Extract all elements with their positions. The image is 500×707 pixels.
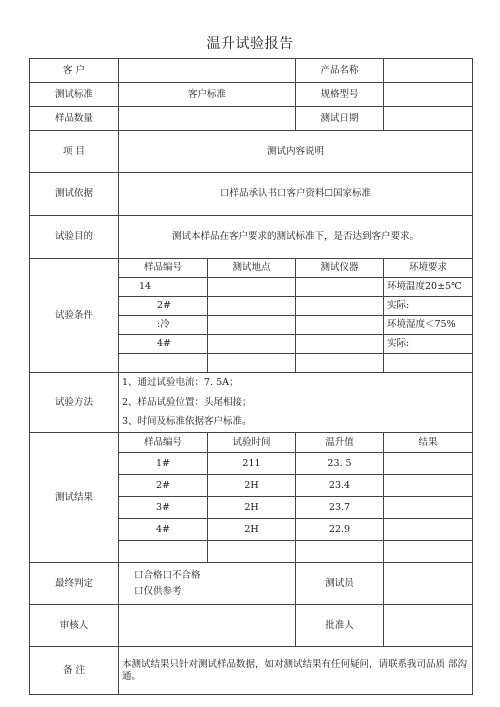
results-sample-cell[interactable]: 4# [119,519,208,541]
conditions-instrument-cell[interactable] [296,335,384,354]
conditions-sample-cell[interactable]: 4# [119,335,208,354]
results-result-cell[interactable] [384,541,473,563]
judgment-row [30,563,473,605]
conditions-environment-cell[interactable]: 实际: [384,297,473,316]
results-header-row [30,433,473,453]
basis-row [30,173,473,216]
results-value-cell[interactable]: 23.7 [296,497,384,519]
conditions-environment-cell[interactable]: 环境温度20±5℃ [384,278,473,297]
approver-field[interactable] [384,605,473,647]
test-standard-field[interactable]: 客户标准 [119,83,296,107]
pass-fail-checkboxes[interactable]: 口合格口不合格 [134,569,201,581]
model-label: 规格型号 [296,83,384,107]
test-purpose-text: 测试本样品在客户要求的测试标准下，是否达到客户要求。 [119,216,473,259]
results-sample-cell[interactable] [119,541,208,563]
conditions-environment-cell[interactable]: 环境湿度＜75% [384,316,473,335]
results-result-cell[interactable] [384,519,473,541]
results-header-temp-rise: 温升值 [296,433,384,453]
results-header-result: 结果 [384,433,473,453]
conditions-location-cell[interactable] [208,354,296,373]
test-purpose-label: 试验目的 [30,216,119,259]
conditions-sample-cell[interactable]: 2# [119,297,208,316]
results-value-cell[interactable] [296,541,384,563]
results-result-cell[interactable] [384,475,473,497]
results-value-cell[interactable]: 23. 5 [296,453,384,475]
results-header-sample: 样品编号 [119,433,208,453]
conditions-header-environment: 环境要求 [384,259,473,278]
conditions-location-cell[interactable] [208,297,296,316]
reference-only-checkbox[interactable]: 口仅供参考 [134,585,182,597]
method-line: 2、样品试验位置：头尾相接； [119,393,473,413]
conditions-location-cell[interactable] [208,278,296,297]
results-sample-cell[interactable]: 3# [119,497,208,519]
conditions-sample-cell[interactable] [119,354,208,373]
test-results-label: 测试结果 [30,433,119,563]
test-basis-label: 测试依据 [30,173,119,216]
results-sample-cell[interactable]: 2# [119,475,208,497]
method-line: 3、时间及标准依据客户标准。 [119,413,473,433]
test-method-label: 试验方法 [30,373,119,433]
method-row [30,373,473,393]
product-name-field[interactable] [384,59,473,83]
conditions-environment-cell[interactable] [384,354,473,373]
review-row [30,605,473,647]
results-time-cell[interactable] [208,541,296,563]
results-value-cell[interactable]: 23.4 [296,475,384,497]
results-result-cell[interactable] [384,497,473,519]
sample-quantity-field[interactable] [119,107,296,131]
report-title: 温升试验报告 [206,36,294,52]
conditions-header-location: 测试地点 [208,259,296,278]
test-date-field[interactable] [384,107,473,131]
item-row [30,131,473,173]
product-name-label: 产品名称 [296,59,384,83]
reviewer-field[interactable] [119,605,296,647]
customer-row [30,59,473,83]
conditions-instrument-cell[interactable] [296,354,384,373]
results-result-cell[interactable] [384,453,473,475]
reviewer-label: 审核人 [30,605,119,647]
tester-label: 测试员 [296,563,384,605]
customer-label: 客 户 [30,59,119,83]
report-table [29,58,473,695]
results-time-cell[interactable]: 2H [208,519,296,541]
conditions-header-row [30,259,473,278]
conditions-environment-cell[interactable]: 实际: [384,335,473,354]
conditions-location-cell[interactable] [208,335,296,354]
results-time-cell[interactable]: 2H [208,497,296,519]
remark-text: 本测试结果只针对测试样品数据，如对测试结果有任何疑问，请联系我司品质 部沟通。 [119,647,473,695]
conditions-instrument-cell[interactable] [296,316,384,335]
conditions-sample-cell[interactable]: 14 [119,278,208,297]
approver-label: 批准人 [296,605,384,647]
conditions-instrument-cell[interactable] [296,297,384,316]
judgment-options [119,563,296,605]
standard-row [30,83,473,107]
remark-row [30,647,473,695]
conditions-header-instrument: 测试仪器 [296,259,384,278]
results-sample-cell[interactable]: 1# [119,453,208,475]
quantity-row [30,107,473,131]
remark-label: 备 注 [30,647,119,695]
customer-field[interactable] [119,59,296,83]
conditions-header-sample: 样品编号 [119,259,208,278]
results-value-cell[interactable]: 22.9 [296,519,384,541]
test-basis-options[interactable]: 口样品承认书口客户资料☐国家标准 [119,173,473,216]
final-judgment-label: 最终判定 [30,563,119,605]
model-field[interactable] [384,83,473,107]
item-label: 项 目 [30,131,119,173]
conditions-sample-cell[interactable]: :冷 [119,316,208,335]
tester-field[interactable] [384,563,473,605]
test-standard-label: 测试标准 [30,83,119,107]
sample-quantity-label: 样品数量 [30,107,119,131]
results-time-cell[interactable]: 2H [208,475,296,497]
purpose-row [30,216,473,259]
item-description: 测试内容说明 [119,131,473,173]
results-time-cell[interactable]: 211 [208,453,296,475]
results-header-time: 试验时间 [208,433,296,453]
conditions-label: 试验条件 [30,259,119,373]
test-date-label: 测试日期 [296,107,384,131]
method-line: 1、通过试验电流：7. 5A； [119,373,473,393]
conditions-instrument-cell[interactable] [296,278,384,297]
conditions-location-cell[interactable] [208,316,296,335]
